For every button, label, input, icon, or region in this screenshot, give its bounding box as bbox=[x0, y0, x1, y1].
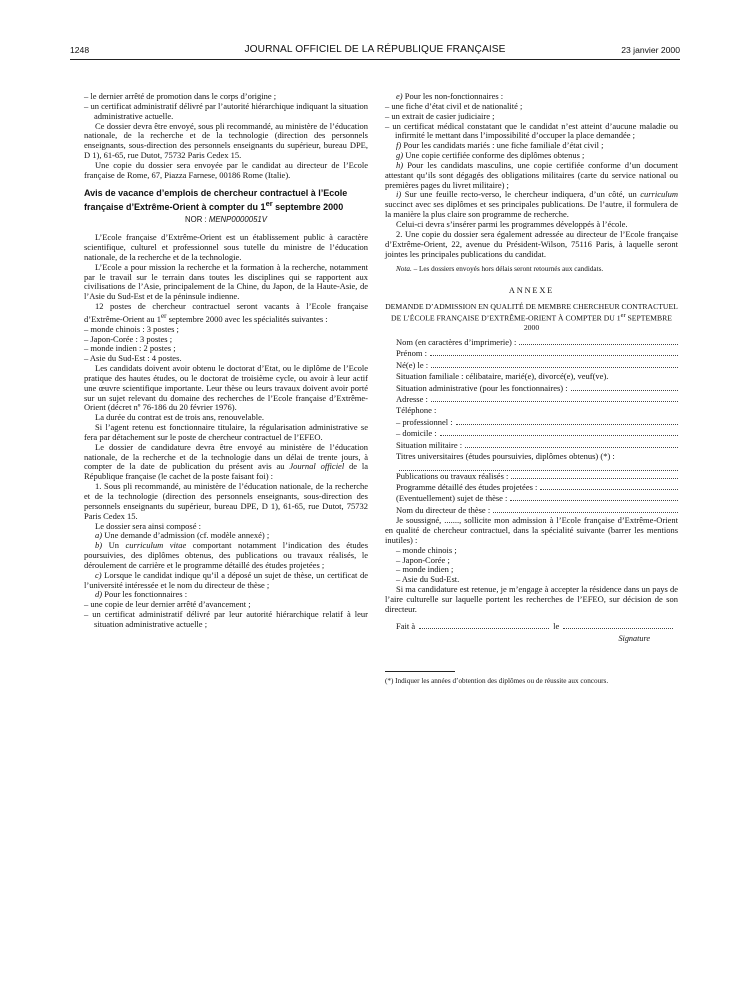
form-field-label: Téléphone : bbox=[396, 405, 437, 416]
nota: Nota. – Les dossiers envoyés hors délais seront retournés aux candidats. bbox=[396, 265, 604, 274]
fait-line bbox=[396, 621, 678, 631]
form-field-row bbox=[396, 440, 678, 451]
form-field-input[interactable] bbox=[540, 482, 678, 490]
paragraph: La durée du contrat est de trois ans, renouvelable. bbox=[95, 412, 264, 423]
paragraph: 12 postes de chercheur contractuel seront vacants à l’Ecole française d’Extrême-Orient au 1er septembre 2000 avec les spécialités suivantes : bbox=[84, 301, 368, 324]
list-item: – Asie du Sud-Est : 4 postes. bbox=[84, 353, 182, 364]
paragraph: Le dossier de candidature devra être envoyé au ministère de l’éducation nationale, de la recherche et de la technologie dans un délai de trente jours, à compter de la date de publication du présent avis au Journal officiel de la République française (le cachet de la poste faisant foi) : bbox=[84, 441, 368, 482]
form-field-input[interactable] bbox=[571, 383, 678, 391]
list-item: – Asie du Sud-Est. bbox=[396, 574, 460, 585]
date-field[interactable] bbox=[563, 621, 673, 629]
form-field-row bbox=[396, 383, 678, 394]
list-item: – un extrait de casier judiciaire ; bbox=[385, 110, 495, 121]
form-field-label: Prénom : bbox=[396, 348, 427, 359]
form-field-row bbox=[396, 451, 678, 462]
form-field-row bbox=[396, 337, 678, 348]
form-field-label: Programme détaillé des études projetées : bbox=[396, 481, 538, 492]
paragraph: Ce dossier devra être envoyé, sous pli recommandé, au ministère de l’éducation nationale, de la recherche et de la technologie (direction des personnels enseignants, sous-direction des personnels enseignants du supérieur, bureau DPE, D 1), 61-65, rue Dutot, 75732 Paris Cedex 15. bbox=[84, 120, 368, 161]
list-item: – monde indien : 2 postes ; bbox=[84, 343, 176, 354]
form-field-row bbox=[396, 417, 678, 428]
form-field-label: – professionnel : bbox=[396, 416, 453, 427]
paragraph: Le dossier sera ainsi composé : bbox=[95, 520, 201, 531]
paragraph: Si l’agent retenu est fonctionnaire titulaire, la régularisation administrative se fera par détachement sur le poste de chercheur contractuel de l’EFEO. bbox=[84, 422, 368, 442]
footnote: (*) Indiquer les années d’obtention des diplômes ou de réussite aux concours. bbox=[385, 677, 609, 686]
form-field-label: – domicile : bbox=[396, 428, 437, 439]
form-field-row bbox=[396, 482, 678, 493]
place-field[interactable] bbox=[419, 621, 549, 629]
form-field-row bbox=[396, 493, 678, 504]
form-field-input[interactable] bbox=[510, 493, 678, 501]
signature-label: Signature bbox=[618, 633, 650, 643]
form-field-row bbox=[396, 394, 678, 405]
nor-reference: NOR : MENP0000051V bbox=[185, 215, 267, 225]
form-field-input[interactable] bbox=[493, 505, 678, 513]
form-field-input[interactable] bbox=[399, 463, 678, 471]
application-form bbox=[385, 337, 678, 516]
footnote-rule bbox=[385, 671, 455, 672]
form-field-label: Nom (en caractères d’imprimerie) : bbox=[396, 337, 517, 348]
form-field-row bbox=[396, 360, 678, 371]
list-item: b) Un curriculum vitae comportant notamment l’indication des études poursuivies, des diplômes obtenus, des publications ou travaux réalisés, le déroulement de carrière et le programme détaillé des études projetées ; bbox=[84, 540, 368, 570]
annexe-heading: ANNEXE bbox=[508, 286, 555, 296]
list-item: – une copie de leur dernier arrêté d’avancement ; bbox=[84, 599, 251, 610]
journal-title: JOURNAL OFFICIEL DE LA RÉPUBLIQUE FRANÇAISE bbox=[244, 44, 506, 55]
form-field-row bbox=[396, 428, 678, 439]
list-item: – une fiche d’état civil et de nationalité ; bbox=[385, 100, 523, 111]
list-item: – monde chinois ; bbox=[396, 544, 457, 555]
list-item: a) Une demande d’admission (cf. modèle annexé) ; bbox=[95, 530, 270, 541]
section-heading: Avis de vacance d’emplois de chercheur contractuel à l’Ecole française d’Extrême-Orient à compter du 1er septembre 2000 bbox=[84, 187, 348, 212]
list-item: h) Pour les candidats masculins, une copie certifiée conforme d’un document attestant qu’ils sont dégagés des obligations militaires (carte du service national ou premières pages du livret militaire) ; bbox=[385, 159, 678, 190]
form-field-input[interactable] bbox=[431, 394, 678, 402]
form-field-row bbox=[396, 405, 678, 416]
list-item: – Japon-Corée ; bbox=[396, 554, 450, 565]
form-field-label: Situation administrative (pour les fonctionnaires) : bbox=[396, 382, 568, 393]
list-item: d) Pour les fonctionnaires : bbox=[95, 589, 188, 600]
form-field-label: Titres universitaires (études poursuivies, diplômes obtenus) (*) : bbox=[396, 451, 615, 462]
paragraph: L’Ecole française d’Extrême-Orient est un établissement public à caractère scientifique, culturel et professionnel sous tutelle du ministre de l’éducation nationale, de la recherche et de la technologie. bbox=[84, 232, 368, 262]
issue-date: 23 janvier 2000 bbox=[621, 45, 680, 55]
paragraph: 1. Sous pli recommandé, au ministère de l’éducation nationale, de la recherche et de la technologie (direction des personnels enseignants, sous-direction des personnels enseignants du supérieur, bureau DPE, D 1), 61-65, rue Dutot, 75732 Paris Cedex 15. bbox=[84, 481, 368, 521]
list-item: i) Sur une feuille recto-verso, le chercheur indiquera, d’un côté, un curriculum succinct avec ses diplômes et ses principales publications. De l’autre, il formulera de la manière la plus claire son programme de recherche. bbox=[385, 189, 678, 220]
form-field-label: Adresse : bbox=[396, 394, 428, 405]
list-item: – le dernier arrêté de promotion dans le corps d’origine ; bbox=[84, 91, 277, 101]
list-item: f) Pour les candidats mariés : une fiche familiale d’état civil ; bbox=[396, 140, 604, 151]
form-field-input[interactable] bbox=[430, 348, 678, 356]
page-number: 1248 bbox=[70, 45, 90, 55]
form-field-label: Nom du directeur de thèse : bbox=[396, 504, 491, 515]
form-field-row bbox=[396, 348, 678, 359]
form-field-input[interactable] bbox=[440, 428, 678, 436]
list-item: g) Une copie certifiée conforme des diplômes obtenus ; bbox=[396, 150, 585, 161]
header-rule bbox=[70, 59, 680, 60]
form-field-label: Publications ou travaux réalisés : bbox=[396, 470, 509, 481]
fait-label: Fait à bbox=[396, 620, 416, 631]
left-column bbox=[84, 92, 368, 630]
form-field-input[interactable] bbox=[511, 471, 678, 479]
form-field-row bbox=[396, 471, 678, 482]
form-field-label: Situation militaire : bbox=[396, 439, 463, 450]
form-field-row bbox=[396, 371, 678, 382]
list-item: – Japon-Corée : 3 postes ; bbox=[84, 333, 173, 344]
form-field-label: (Eventuellement) sujet de thèse : bbox=[396, 493, 508, 504]
form-title: DEMANDE D’ADMISSION EN QUALITÉ DE MEMBRE CHERCHEUR CONTRACTUEL DE L’ÉCOLE FRANÇAISE D’EXTRÊME-ORIENT À COMPTER DU 1er SEPTEMBRE 2000 bbox=[385, 302, 678, 332]
paragraph: L’Ecole a pour mission la recherche et la formation à la recherche, notamment par le travail sur le terrain dans toutes les disciplines qui se rapportent aux civilisations de l’Asie, principalement de la Chine, du Japon, de la Haute-Asie, de l’Asie du Sud-Est et de la péninsule indienne. bbox=[84, 261, 368, 302]
form-field-row bbox=[396, 463, 678, 471]
paragraph: Les candidats doivent avoir obtenu le doctorat d’Etat, ou le diplôme de l’Ecole pratique des hautes études, ou le doctorat de troisième cycle, ou avoir à leur actif une œuvre scientifique importante. Leur thèse ou leurs travaux doivent avoir porté sur un sujet relevant du domaine des recherches de l’Ecole française d’Extrême-Orient (décret nº 76-186 du 20 février 1976). bbox=[84, 363, 368, 413]
list-item: – monde indien ; bbox=[396, 564, 454, 575]
form-field-input[interactable] bbox=[519, 337, 678, 345]
list-item: – un certificat médical constatant que le candidat n’est atteint d’aucune maladie ou infirmité le mettant dans l’impossibilité d’occuper la place demandée ; bbox=[385, 120, 678, 141]
page-header bbox=[70, 43, 680, 59]
list-item: – un certificat administratif délivré par l’autorité hiérarchique indiquant la situation administrative actuelle. bbox=[84, 100, 368, 121]
form-field-input[interactable] bbox=[465, 440, 678, 448]
date-label: le bbox=[553, 620, 560, 631]
list-item: – monde chinois : 3 postes ; bbox=[84, 323, 179, 334]
form-field-label: Situation familiale : célibataire, marié(e), divorcé(e), veuf(ve). bbox=[396, 371, 609, 382]
list-item: c) Lorsque le candidat indique qu’il a déposé un sujet de thèse, un certificat de l’université intéressée et le nom du directeur de thèse ; bbox=[84, 569, 368, 590]
form-field-input[interactable] bbox=[456, 417, 678, 425]
form-field-label: Né(e) le : bbox=[396, 359, 429, 370]
form-field-input[interactable] bbox=[431, 360, 678, 368]
right-column bbox=[385, 92, 678, 686]
paragraph: Une copie du dossier sera envoyée par le candidat au directeur de l’Ecole française de Rome, 67, Piazza Farnese, 00186 Rome (Italie). bbox=[84, 159, 368, 180]
paragraph: Je soussigné, ......., sollicite mon admission à l’Ecole française d’Extrême-Orient en qualité de chercheur contractuel, dans la spécialité suivante (barrer les mentions inutiles) : bbox=[385, 515, 678, 545]
paragraph: Celui-ci devra s’insérer parmi les programmes développés à l’école. bbox=[396, 218, 628, 229]
paragraph: Si ma candidature est retenue, je m’engage à accepter la résidence dans un pays de l’aire culturelle sur laquelle portent les recherches de l’EFEO, sur décision de son directeur. bbox=[385, 584, 678, 614]
list-item: – un certificat administratif délivré par leur autorité hiérarchique relatif à leur situation administrative actuelle ; bbox=[84, 609, 368, 629]
paragraph: 2. Une copie du dossier sera également adressée au directeur de l’Ecole française d’Extrême-Orient, 22, avenue du Président-Wilson, 75116 Paris, à laquelle seront jointes les principales publications du candidat. bbox=[385, 228, 678, 259]
list-item: e) Pour les non-fonctionnaires : bbox=[396, 91, 504, 101]
